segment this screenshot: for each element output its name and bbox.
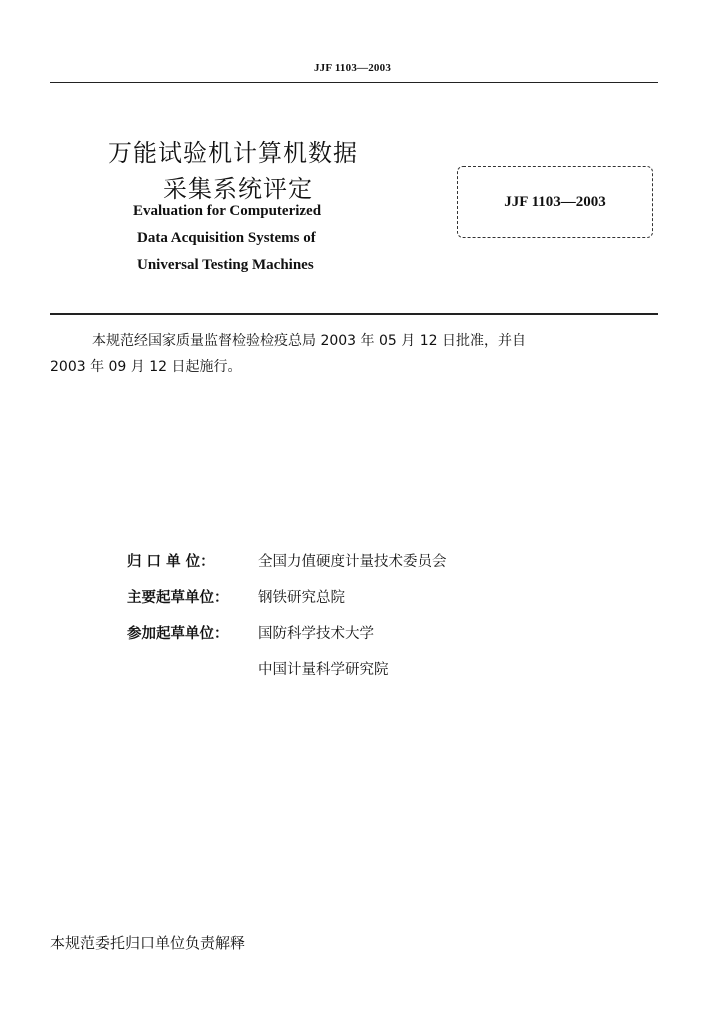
responsible-unit-label: 归 口 单 位： (127, 554, 215, 570)
title-chinese-line2: 采集系统评定 (163, 175, 313, 203)
approval-text-line2: 2003 年 09 月 12 日起施行。 (50, 359, 242, 375)
title-english-line2: Data Acquisition Systems of (137, 230, 316, 246)
title-english-line1: Evaluation for Computerized (133, 203, 322, 219)
approval-text-line1: 本规范经国家质量监督检验检疫总局 2003 年 05 月 12 日批准，并自 (92, 333, 526, 349)
middle-rule (50, 313, 658, 315)
participating-drafter-value-1: 国防科学技术大学 (258, 626, 374, 642)
footer-note: 本规范委托归口单位负责解释 (50, 934, 246, 952)
standard-code-text: JJF 1103—2003 (504, 194, 606, 210)
participating-drafter-label: 参加起草单位： (127, 626, 229, 642)
title-english-line3: Universal Testing Machines (137, 257, 314, 273)
main-drafter-value: 钢铁研究总院 (258, 590, 345, 606)
header-code: JJF 1103—2003 (313, 62, 392, 74)
top-rule (50, 82, 658, 83)
title-chinese-line1: 万能试验机计算机数据 (108, 139, 358, 167)
responsible-unit-value: 全国力值硬度计量技术委员会 (258, 554, 447, 570)
participating-drafter-value-2: 中国计量科学研究院 (258, 662, 389, 678)
standard-code-box (457, 166, 653, 238)
main-drafter-label: 主要起草单位： (127, 590, 229, 606)
